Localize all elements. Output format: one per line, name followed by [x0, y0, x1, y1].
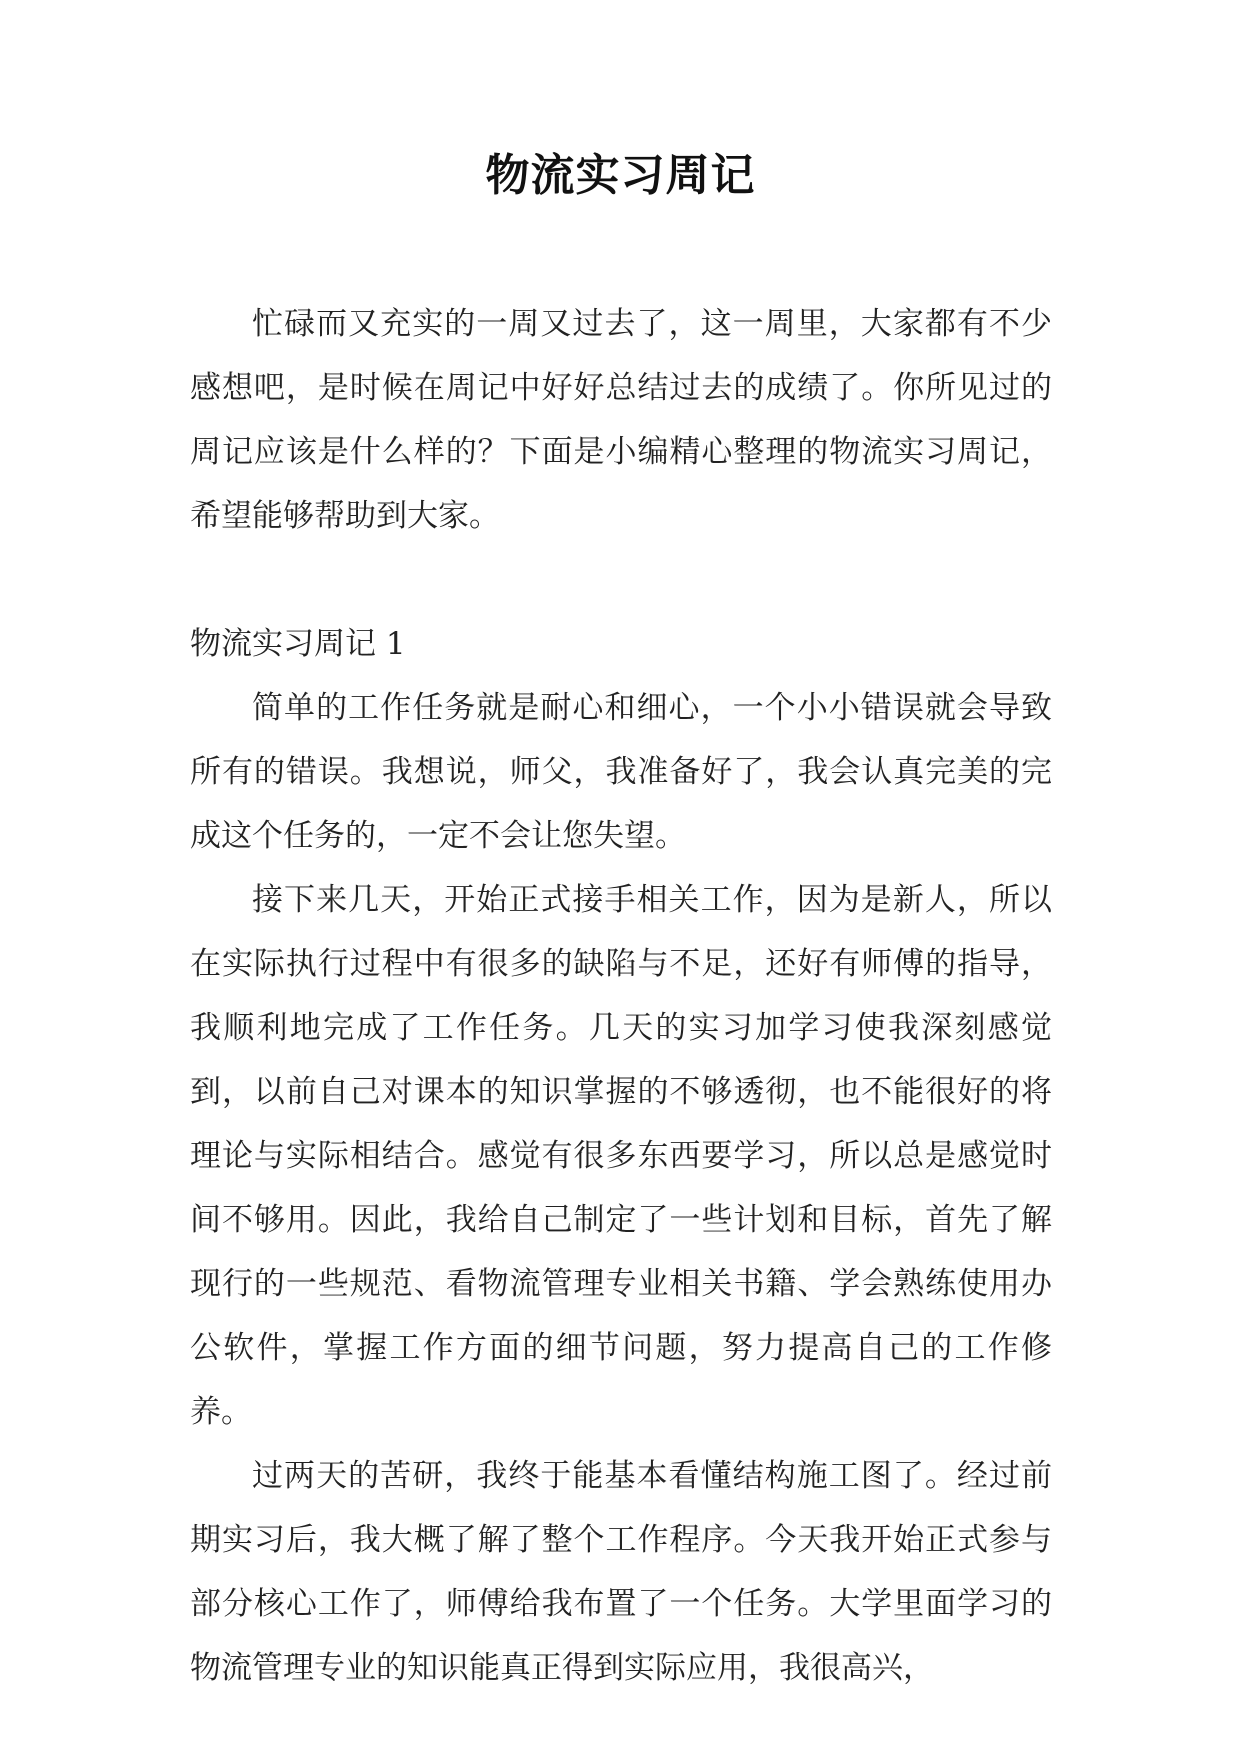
intro-paragraph: 忙碌而又充实的一周又过去了，这一周里，大家都有不少感想吧，是时候在周记中好好总结过去的成绩了。你所见过的周记应该是什么样的？下面是小编精心整理的物流实习周记，希望能够帮助到大家。 [190, 306, 1052, 534]
section-heading: 物流实习周记 1 [190, 626, 406, 662]
body-paragraph: 过两天的苦研，我终于能基本看懂结构施工图了。经过前期实习后，我大概了解了整个工作程序。今天我开始正式参与部分核心工作了，师傅给我布置了一个任务。大学里面学习的物流管理专业的知识能真正得到实际应用，我很高兴， [190, 1458, 1052, 1686]
body-paragraph: 简单的工作任务就是耐心和细心，一个小小错误就会导致所有的错误。我想说，师父，我准备好了，我会认真完美的完成这个任务的，一定不会让您失望。 [190, 690, 1052, 854]
body-paragraph: 接下来几天，开始正式接手相关工作，因为是新人，所以在实际执行过程中有很多的缺陷与不足，还好有师傅的指导，我顺利地完成了工作任务。几天的实习加学习使我深刻感觉到，以前自己对课本的知识掌握的不够透彻，也不能很好的将理论与实际相结合。感觉有很多东西要学习，所以总是感觉时间不够用。因此，我给自己制定了一些计划和目标，首先了解现行的一些规范、看物流管理专业相关书籍、学会熟练使用办公软件，掌握工作方面的细节问题，努力提高自己的工作修养。 [190, 882, 1052, 1430]
document-title: 物流实习周记 [485, 150, 756, 201]
document-body [190, 292, 1052, 1700]
